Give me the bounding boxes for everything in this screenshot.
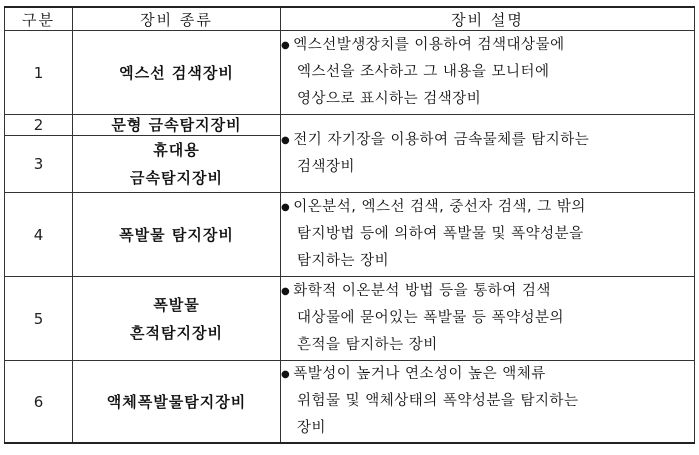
equipment-type-line: 액체폭발물탐지장비 [106,392,247,411]
equipment-type-line: 문형 금속탐지장비 [111,116,242,134]
description-line: 영상으로 표시하는 검색장비 [297,91,482,107]
description-line: 탐지방법 등에 의하여 폭발물 및 폭약성분을 [297,226,584,242]
description-line: ● 엑스선발생장치를 이용하여 검색대상물에 [281,37,565,53]
bullet-icon: ● [281,40,291,51]
equipment-type [73,277,281,361]
row-number: 4 [5,193,73,277]
description-line: 대상물에 묻어있는 폭발물 등 폭약성분의 [297,310,565,326]
table-header-row [5,7,695,31]
description-line: 장비 [297,420,327,436]
bullet-icon: ● [281,369,291,380]
equipment-description [281,193,695,277]
equipment-description [281,277,695,361]
equipment-type [73,136,281,193]
table-row [5,115,695,136]
row-number: 1 [5,31,73,115]
equipment-type [73,31,281,115]
description-line: 흔적을 탐지하는 장비 [297,337,438,353]
equipment-table [4,6,695,444]
header-equipment-description: 장비 설명 [281,7,695,31]
row-number: 2 [5,115,73,136]
equipment-type-line: 휴대용 [153,141,200,159]
row-number: 6 [5,361,73,444]
equipment-description-shared [281,115,695,193]
equipment-type-line: 흔적탐지장비 [130,323,223,342]
description-line: 탐지하는 장비 [297,253,390,269]
bullet-icon: ● [281,286,291,297]
equipment-type-line: 금속탐지장비 [130,169,223,187]
table-row [5,277,695,361]
description-line: ● 화학적 이온분석 방법 등을 통하여 검색 [281,283,551,299]
equipment-type-line: 폭발물 [153,295,200,314]
table-row [5,31,695,115]
description-line: ● 전기 자기장을 이용하여 금속물체를 탐지하는 [281,131,590,148]
row-number: 3 [5,136,73,193]
bullet-icon: ● [281,134,291,146]
equipment-type-line: 폭발물 탐지장비 [119,225,234,244]
bullet-icon: ● [281,202,291,213]
equipment-type-line: 엑스선 검색장비 [119,63,234,82]
description-line: 엑스선을 조사하고 그 내용을 모니터에 [297,64,550,80]
equipment-type [73,361,281,444]
table-row [5,361,695,444]
equipment-type [73,193,281,277]
description-line: 검색장비 [297,158,356,175]
header-category: 구분 [5,7,73,31]
equipment-description [281,361,695,444]
description-line: ● 폭발성이 높거나 연소성이 높은 액체류 [281,366,546,382]
equipment-description [281,31,695,115]
equipment-type [73,115,281,136]
description-line: ● 이온분석, 엑스선 검색, 중선자 검색, 그 밖의 [281,199,586,215]
description-line: 위험물 및 액체상태의 폭약성분을 탐지하는 [297,393,579,409]
table-row [5,193,695,277]
header-equipment-type: 장비 종류 [73,7,281,31]
row-number: 5 [5,277,73,361]
